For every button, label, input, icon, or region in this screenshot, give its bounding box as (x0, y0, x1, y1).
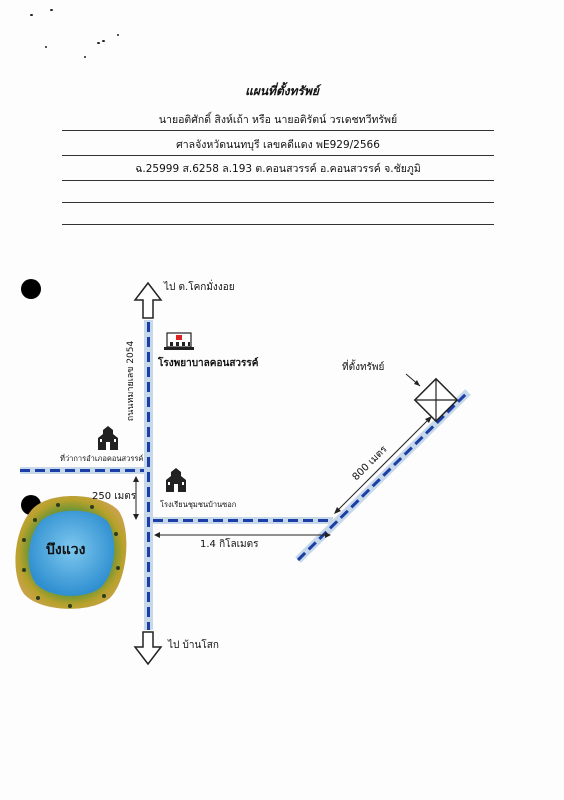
distance-800m-label: 800 เมตร (350, 444, 390, 483)
owner-names: นายอติศักดิ์ สิงห์เถ้า หรือ นายอติรัตน์ วรเดชทวีทรัพย์ (158, 114, 398, 126)
school-icon (166, 468, 186, 492)
south-arrow (135, 632, 161, 664)
hospital-icon (164, 333, 194, 350)
distance-250m-label: 250 เมตร (92, 491, 137, 502)
north-destination-label: ไป ต.โคกมั่งงอย (164, 282, 235, 293)
hospital-label: โรงพยาบาลคอนสวรรค์ (158, 358, 259, 369)
south-destination-label: ไป บ้านโสก (168, 640, 219, 651)
road-number-label: ถนนหมายเลข 2054 (126, 340, 137, 422)
school-label: โรงเรียนชุมชนบ้านซอก (160, 500, 237, 509)
map-title: แผนที่ตั้งทรัพย์ (245, 84, 319, 98)
court-case: ศาลจังหวัดนนทบุรี เลขคดีแดง พE929/2566 (176, 139, 380, 151)
measure-800 (336, 418, 430, 512)
distance-1-4km-label: 1.4 กิโลเมตร (200, 539, 259, 550)
deed-location: ฉ.25999 ส.6258 ล.193 ต.คอนสวรรค์ อ.คอนสวรรค์ จ.ชัยภูมิ (135, 163, 421, 175)
north-arrow (135, 283, 161, 318)
district-office-label: ที่ว่าการอำเภอคอนสวรรค์ (60, 454, 144, 463)
pond-label: บึงแวง (46, 542, 86, 558)
district-office-icon (98, 426, 118, 450)
property-label: ที่ตั้งทรัพย์ (342, 362, 385, 373)
property-marker (415, 379, 457, 421)
